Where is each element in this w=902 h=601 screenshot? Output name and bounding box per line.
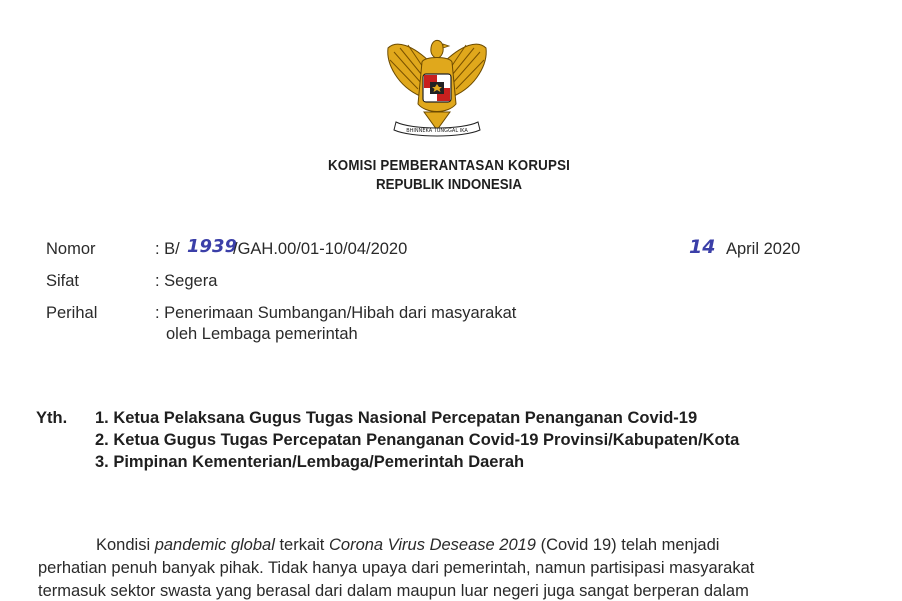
org-name-line1: KOMISI PEMBERANTASAN KORUPSI	[327, 158, 571, 174]
recipient-salutation: Yth.	[36, 409, 68, 427]
recipient-item: 2. Ketua Gugus Tugas Percepatan Penanganan Covid-19 Provinsi/Kabupaten/Kota	[95, 431, 740, 449]
org-name-line2: REPUBLIK INDONESIA	[375, 177, 523, 193]
nomor-handwritten-number: 1939	[187, 236, 238, 257]
perihal-label: Perihal	[46, 304, 98, 322]
body-text: terkait	[274, 536, 329, 554]
body-text: Kondisi	[96, 536, 155, 554]
body-paragraph-line2: perhatian penuh banyak pihak. Tidak hanya upaya dari pemerintah, namun partisipasi masyarakat	[38, 559, 755, 577]
recipient-item: 1. Ketua Pelaksana Gugus Tugas Nasional Percepatan Penanganan Covid-19	[95, 409, 698, 427]
date-month-year: April 2020	[726, 240, 801, 258]
sifat-label: Sifat	[46, 272, 80, 290]
nomor-suffix: /GAH.00/01-10/04/2020	[233, 240, 408, 258]
body-italic-text: pandemic global	[154, 536, 275, 554]
date-day-handwritten: 14	[689, 236, 716, 258]
sifat-value: : Segera	[155, 272, 218, 290]
garuda-emblem-icon	[382, 34, 492, 140]
recipient-item: 3. Pimpinan Kementerian/Lembaga/Pemerintah Daerah	[95, 453, 525, 471]
perihal-line1: : Penerimaan Sumbangan/Hibah dari masyarakat	[155, 304, 517, 322]
svg-text:BHINNEKA TUNGGAL IKA: BHINNEKA TUNGGAL IKA	[406, 128, 468, 134]
body-italic-text: Corona Virus Desease 2019	[328, 536, 536, 554]
nomor-label: Nomor	[46, 240, 96, 258]
body-paragraph-line3: termasuk sektor swasta yang berasal dari dalam maupun luar negeri juga sangat berperan dalam	[38, 582, 749, 600]
nomor-prefix: : B/	[155, 240, 180, 258]
body-paragraph-line1	[96, 536, 838, 555]
perihal-line2: oleh Lembaga pemerintah	[166, 325, 358, 343]
body-text: (Covid 19) telah menjadi	[535, 536, 720, 554]
